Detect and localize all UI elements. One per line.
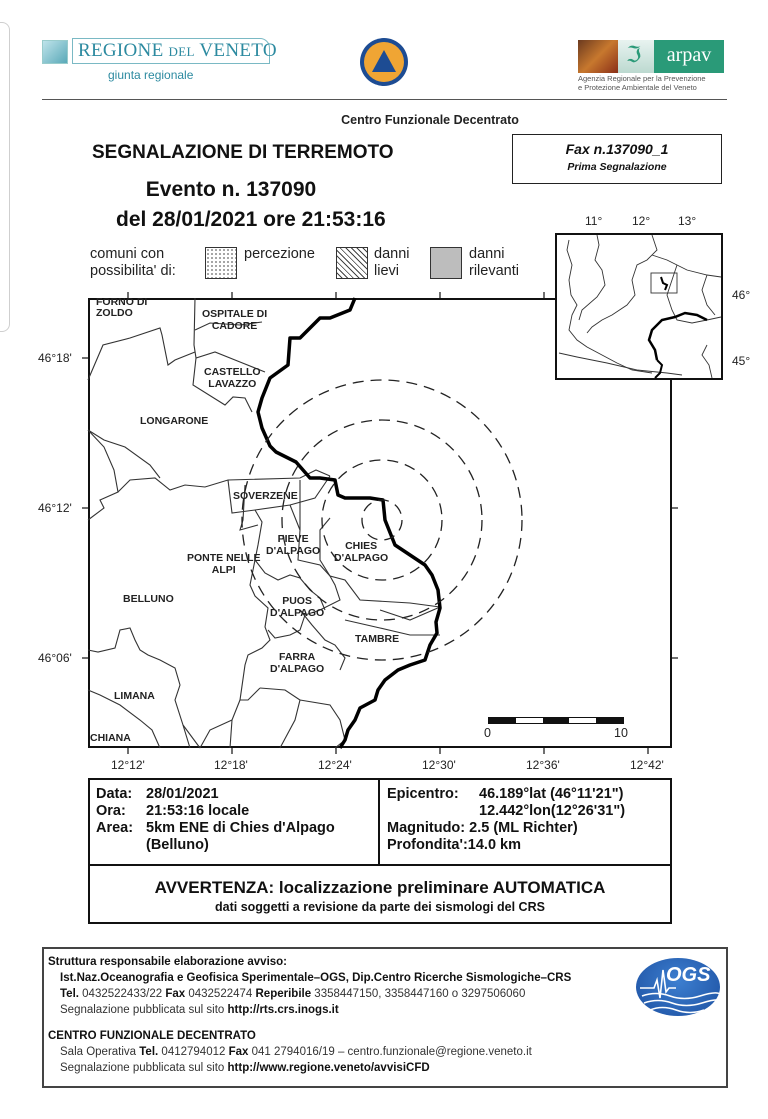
ogs-contact-block (48, 954, 571, 1076)
info-area: Area: 5km ENE di Chies d'Alpago (96, 820, 335, 836)
scale-bar (488, 717, 624, 724)
place-label: FARRA D'ALPAGO (270, 651, 325, 675)
inset-lon-label: 13° (678, 214, 697, 228)
info-area-province: (Belluno) (146, 837, 209, 853)
ogs-logo-text: OGS (666, 964, 711, 986)
info-ora: Ora: 21:53:16 locale (96, 803, 250, 819)
place-label: PIEVE D'ALPAGO (266, 533, 321, 557)
arpav-symbol-icon: ℑ (618, 40, 654, 73)
info-epicentro: Epicentro: 46.189°lat (46°11'21") (387, 786, 624, 802)
legend-intro: comuni con possibilita' di: (90, 246, 176, 279)
place-label: CHIANA (90, 732, 131, 744)
regione-subtitle: giunta regionale (108, 68, 194, 82)
ogs-logo-icon (636, 958, 720, 1016)
cfd-site-line: Segnalazione pubblicata sul sito http://www.regione.veneto/avvisiCFD (60, 1062, 430, 1074)
place-label: PUOS D'ALPAGO (270, 595, 325, 619)
inset-lat-label: 45° (732, 354, 751, 368)
warning-box (88, 866, 672, 924)
lat-tick-label: 46°06' (38, 651, 72, 665)
arpav-description: Agenzia Regionale per la Prevenzione e Protezione Ambientale del Veneto (578, 74, 706, 92)
legend-label-percezione: percezione (244, 246, 315, 262)
place-label: CASTELLO LAVAZZO (204, 366, 261, 390)
inset-lon-label: 11° (585, 214, 603, 228)
info-magnitudo: Magnitudo: 2.5 (ML Richter) (387, 820, 578, 836)
warning-title: AVVERTENZA: localizzazione preliminare AUTOMATICA (154, 878, 606, 897)
lon-tick-label: 12°36' (526, 758, 560, 772)
event-info-right (387, 786, 625, 854)
event-number: Evento n. 137090 (145, 178, 317, 201)
info-data: Data: 28/01/2021 (96, 786, 219, 802)
inset-lon-label: 12° (632, 214, 651, 228)
legend-label-danni-rilevanti: danni rilevanti (469, 246, 519, 279)
location-inset-map (555, 233, 723, 380)
cfd-heading: CENTRO FUNZIONALE DECENTRATO (48, 1030, 256, 1042)
cfd-site-link[interactable]: http://www.regione.veneto/avvisiCFD (227, 1062, 430, 1074)
struttura-heading: Struttura responsabile elaborazione avviso: (48, 956, 288, 968)
arpav-name: arpav (654, 40, 724, 73)
scale-end-label: 10 (614, 726, 628, 740)
scale-start-label: 0 (484, 726, 491, 740)
legend-label-danni-lievi: danni lievi (374, 246, 410, 279)
event-info-left (96, 786, 335, 854)
event-datetime: del 28/01/2021 ore 21:53:16 (116, 208, 386, 231)
place-label-epicentre-municipality: CHIES D'ALPAGO (334, 540, 389, 564)
fax-type: Prima Segnalazione (567, 161, 667, 173)
lon-tick-label: 12°42' (630, 758, 664, 772)
ogs-phones: Tel. 0432522433/22 Fax 0432522474 Reperibile 3358447150, 3358447160 o 3297506060 (60, 988, 526, 1000)
place-label: FORNO DI ZOLDO (96, 296, 148, 319)
warning-subtitle: dati soggetti a revisione da parte dei sismologi del CRS (215, 900, 545, 914)
lat-tick-label: 46°18' (38, 351, 72, 365)
lat-tick-label: 46°12' (38, 501, 72, 515)
place-label: TAMBRE (355, 633, 400, 645)
info-profondita: Profondita':14.0 km (387, 837, 521, 853)
inset-graphic (557, 235, 721, 378)
lon-tick-label: 12°24' (318, 758, 352, 772)
place-label: LONGARONE (140, 415, 209, 427)
lon-tick-label: 12°30' (422, 758, 456, 772)
place-label: SOVERZENE (233, 490, 298, 502)
center-name: Centro Funzionale Decentrato (341, 113, 519, 127)
lon-tick-label: 12°18' (214, 758, 248, 772)
fax-number: Fax n.137090_1 (565, 141, 669, 157)
place-label: PONTE NELLE ALPI (187, 552, 261, 576)
info-divider (378, 778, 380, 866)
info-epicentro-lon: 12.442°lon(12°26'31") (479, 803, 626, 819)
place-label: LIMANA (114, 690, 155, 702)
ogs-site-line: Segnalazione pubblicata sul sito http://rts.crs.inogs.it (60, 1004, 339, 1016)
lon-tick-label: 12°12' (111, 758, 145, 772)
ogs-site-link[interactable]: http://rts.crs.inogs.it (227, 1004, 339, 1016)
place-label: OSPITALE DI CADORE (202, 308, 268, 332)
place-label: BELLUNO (123, 593, 174, 605)
cfd-phones: Sala Operativa Tel. 0412794012 Fax 041 2794016/19 – centro.funzionale@regione.veneto.it (60, 1046, 532, 1058)
ogs-name: Ist.Naz.Oceanografia e Geofisica Sperimentale–OGS, Dip.Centro Ricerche Sismologiche–CRS (60, 972, 572, 984)
regione-title: REGIONE DEL VENETO (78, 40, 277, 61)
page-title: SEGNALAZIONE DI TERREMOTO (92, 142, 394, 163)
inset-lat-label: 46° (732, 288, 751, 302)
